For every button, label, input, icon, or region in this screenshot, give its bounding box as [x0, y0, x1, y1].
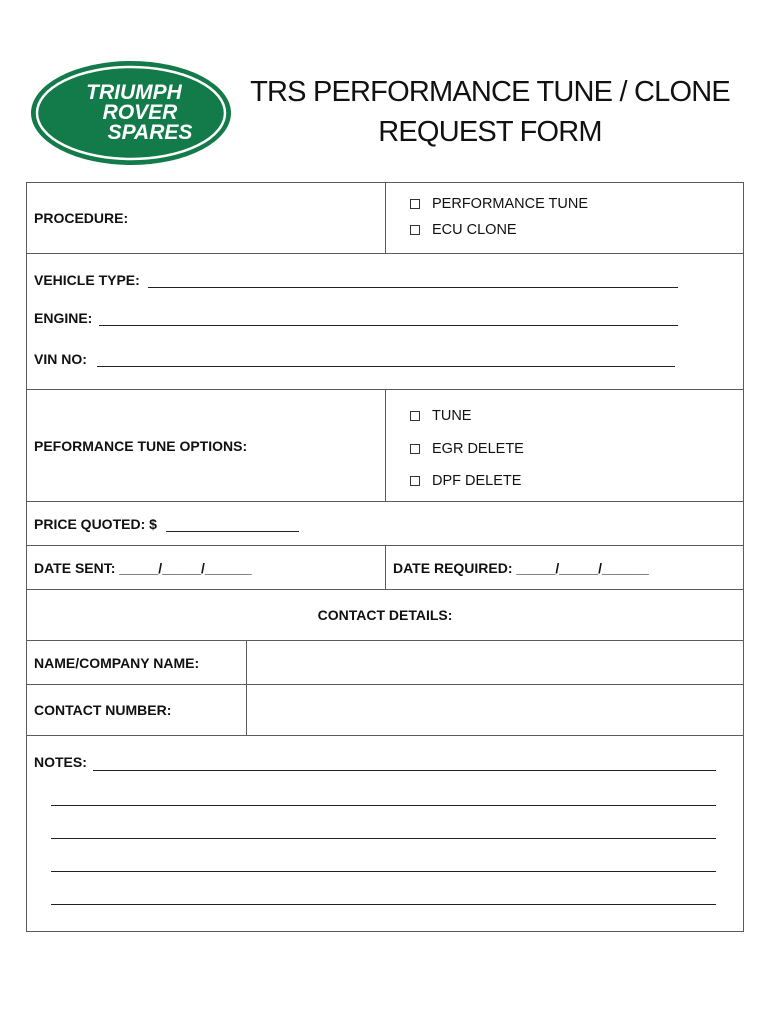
checkbox-icon[interactable]	[410, 411, 420, 421]
contact-header-row	[27, 589, 743, 640]
vin-field[interactable]	[97, 366, 675, 367]
tune-options-label: PEFORMANCE TUNE OPTIONS:	[34, 438, 248, 454]
engine-label: ENGINE:	[34, 310, 93, 326]
dates-row	[27, 545, 743, 589]
price-quoted-label: PRICE QUOTED: $	[34, 516, 157, 532]
notes-line[interactable]	[51, 871, 716, 872]
engine-field[interactable]	[99, 325, 678, 326]
notes-block	[27, 735, 743, 931]
contact-number-field[interactable]	[247, 685, 743, 736]
name-company-label: NAME/COMPANY NAME:	[34, 655, 200, 671]
date-sent-field[interactable]: DATE SENT: _____/_____/______	[34, 560, 252, 576]
notes-line[interactable]	[51, 805, 716, 806]
logo-line-3: SPARES	[107, 121, 193, 144]
tune-option-dpf-delete[interactable]: DPF DELETE	[410, 473, 521, 489]
checkbox-icon[interactable]	[410, 199, 420, 209]
date-required-field[interactable]: DATE REQUIRED: _____/_____/______	[393, 560, 649, 576]
form-title	[240, 72, 740, 152]
form-title-line-1: TRS PERFORMANCE TUNE / CLONE	[250, 76, 730, 108]
vehicle-block	[27, 253, 743, 389]
vehicle-type-field[interactable]	[148, 287, 678, 288]
logo-line-1: TRIUMPH	[86, 81, 182, 104]
contact-number-label: CONTACT NUMBER:	[34, 702, 172, 718]
vehicle-type-label: VEHICLE TYPE:	[34, 272, 140, 288]
procedure-option-performance-tune[interactable]: PERFORMANCE TUNE	[410, 196, 588, 212]
name-company-field[interactable]	[247, 641, 743, 685]
form-title-line-2: REQUEST FORM	[378, 116, 602, 148]
vin-label: VIN NO:	[34, 351, 87, 367]
contact-details-heading: CONTACT DETAILS:	[317, 607, 453, 623]
notes-line[interactable]	[51, 838, 716, 839]
tune-option-egr-delete[interactable]: EGR DELETE	[410, 441, 524, 457]
tune-options-row	[27, 389, 743, 501]
price-row	[27, 501, 743, 545]
contact-number-row	[27, 684, 743, 735]
checkbox-icon[interactable]	[410, 476, 420, 486]
name-company-row	[27, 640, 743, 684]
notes-label: NOTES:	[34, 754, 87, 770]
notes-line[interactable]	[93, 770, 716, 771]
triumph-rover-spares-logo	[30, 60, 232, 166]
notes-line[interactable]	[51, 904, 716, 905]
procedure-label: PROCEDURE:	[34, 210, 129, 226]
procedure-row	[27, 183, 743, 253]
checkbox-icon[interactable]	[410, 225, 420, 235]
logo-line-2: ROVER	[102, 101, 178, 124]
tune-option-tune[interactable]: TUNE	[410, 408, 471, 424]
checkbox-icon[interactable]	[410, 444, 420, 454]
price-quoted-field[interactable]	[166, 531, 299, 532]
procedure-option-ecu-clone[interactable]: ECU CLONE	[410, 222, 517, 238]
request-form	[26, 182, 744, 932]
